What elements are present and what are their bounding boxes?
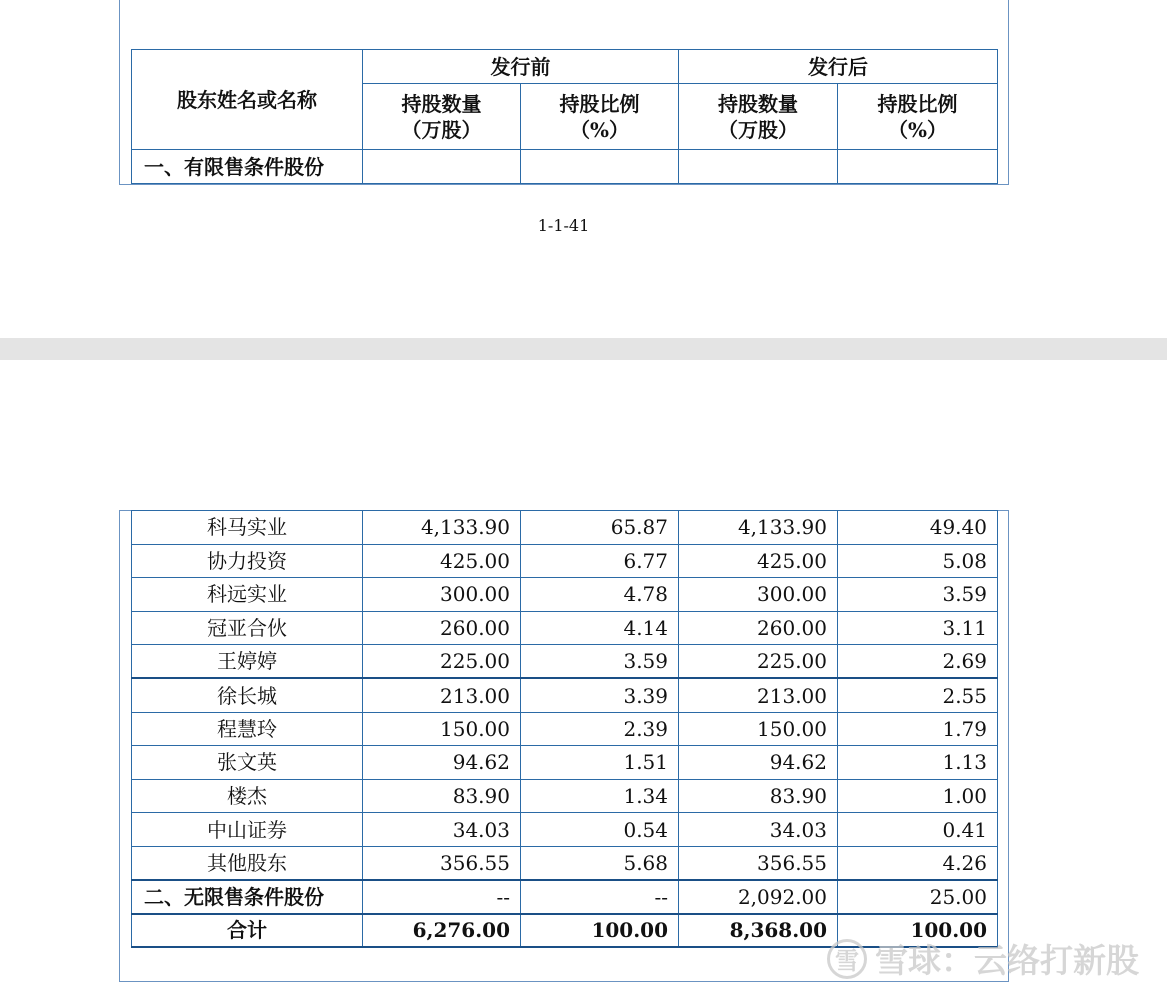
shareholder-name: 张文英	[132, 746, 363, 780]
table-row	[132, 645, 998, 679]
cell-q-after: 83.90	[679, 779, 838, 813]
cell-q-before: 425.00	[363, 544, 521, 578]
cell-r-before: 3.59	[521, 645, 679, 679]
table-row	[132, 578, 998, 612]
cell-r-after: 1.00	[838, 779, 998, 813]
header-qty-after: 持股数量 （万股）	[679, 84, 838, 150]
header-qty-before: 持股数量 （万股）	[363, 84, 521, 150]
shareholder-name: 中山证券	[132, 813, 363, 847]
cell-r-after: 2.69	[838, 645, 998, 679]
cell-r-before: 6.77	[521, 544, 679, 578]
cell-q-before: 83.90	[363, 779, 521, 813]
cell-q-after: 260.00	[679, 611, 838, 645]
cell-r-after: 2.55	[838, 678, 998, 712]
cell-q-before: 4,133.90	[363, 511, 521, 545]
cell-q-after: 213.00	[679, 678, 838, 712]
cell-q-before: 213.00	[363, 678, 521, 712]
table-row	[132, 712, 998, 746]
cell-q-after: 356.55	[679, 846, 838, 880]
cell-r-before: 1.34	[521, 779, 679, 813]
cell-r-after: 49.40	[838, 511, 998, 545]
section-restricted-label: 一、有限售条件股份	[132, 150, 363, 184]
table-row	[132, 678, 998, 712]
cell-r-before: 65.87	[521, 511, 679, 545]
shareholder-name: 王婷婷	[132, 645, 363, 679]
cell-r-before: 0.54	[521, 813, 679, 847]
cell-q-before: 260.00	[363, 611, 521, 645]
shareholder-name: 其他股东	[132, 846, 363, 880]
shareholder-name: 程慧玲	[132, 712, 363, 746]
cell-r-after: 1.13	[838, 746, 998, 780]
shareholder-name: 徐长城	[132, 678, 363, 712]
cell-r-after: 3.11	[838, 611, 998, 645]
shareholder-name: 冠亚合伙	[132, 611, 363, 645]
cell-r-after: 5.08	[838, 544, 998, 578]
section-unrestricted-label: 二、无限售条件股份	[132, 880, 363, 914]
xueqiu-watermark	[827, 935, 1139, 982]
cell-q-before: 150.00	[363, 712, 521, 746]
cell-q-before: 94.62	[363, 746, 521, 780]
shareholder-name: 科马实业	[132, 511, 363, 545]
shareholder-name: 协力投资	[132, 544, 363, 578]
shareholding-header-table	[131, 49, 998, 184]
cell-q-after: 150.00	[679, 712, 838, 746]
table-row-total: 合计 6,276.00 100.00 8,368.00 100.00	[132, 914, 998, 948]
cell-q-after: 34.03	[679, 813, 838, 847]
header-before-issue: 发行前	[363, 50, 679, 84]
header-ratio-before: 持股比例 （%）	[521, 84, 679, 150]
document-page-top	[0, 0, 1167, 338]
snowball-logo-icon: 雪	[827, 939, 867, 979]
cell-r-before: 3.39	[521, 678, 679, 712]
cell-q-after: 4,133.90	[679, 511, 838, 545]
cell-q-before: 34.03	[363, 813, 521, 847]
cell-r-before: 4.14	[521, 611, 679, 645]
table-row	[132, 846, 998, 880]
page-separator	[0, 338, 1167, 360]
table-row	[132, 611, 998, 645]
watermark-text: 雪球：云络打新股	[875, 941, 1139, 980]
cell-r-before: 2.39	[521, 712, 679, 746]
shareholding-body-table	[131, 510, 998, 948]
cell-r-after: 0.41	[838, 813, 998, 847]
shareholder-name: 科远实业	[132, 578, 363, 612]
table-row	[132, 779, 998, 813]
cell-r-before: 4.78	[521, 578, 679, 612]
cell-q-after: 94.62	[679, 746, 838, 780]
cell-q-before: 356.55	[363, 846, 521, 880]
table-row	[132, 511, 998, 545]
cell-q-before: 300.00	[363, 578, 521, 612]
cell-r-after: 4.26	[838, 846, 998, 880]
table-row-unrestricted: 二、无限售条件股份 -- -- 2,092.00 25.00	[132, 880, 998, 914]
cell-q-after: 300.00	[679, 578, 838, 612]
cell-r-after: 1.79	[838, 712, 998, 746]
document-page-bottom	[0, 360, 1167, 996]
total-label: 合计	[132, 914, 363, 948]
table-row	[132, 544, 998, 578]
cell-q-after: 425.00	[679, 544, 838, 578]
header-ratio-after: 持股比例 （%）	[838, 84, 998, 150]
header-shareholder-name: 股东姓名或名称	[132, 50, 363, 150]
table-row	[132, 746, 998, 780]
header-after-issue: 发行后	[679, 50, 998, 84]
cell-r-before: 1.51	[521, 746, 679, 780]
cell-r-before: 5.68	[521, 846, 679, 880]
page-number: 1-1-41	[537, 216, 590, 235]
cell-q-after: 225.00	[679, 645, 838, 679]
shareholder-name: 楼杰	[132, 779, 363, 813]
cell-r-after: 3.59	[838, 578, 998, 612]
cell-q-before: 225.00	[363, 645, 521, 679]
table-row	[132, 813, 998, 847]
